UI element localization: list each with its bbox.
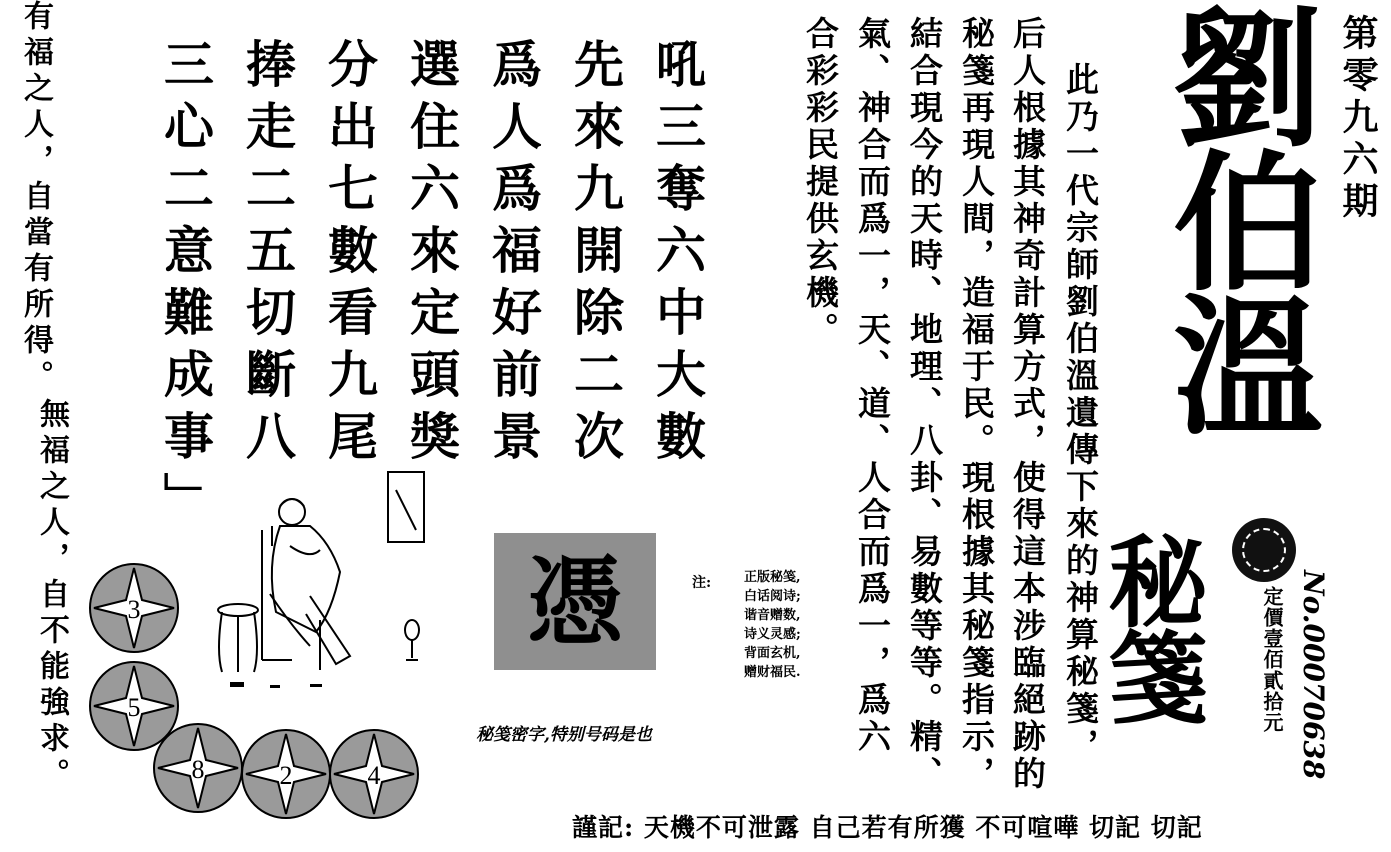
serial-number: No.00070638 — [1297, 570, 1330, 780]
poem-line: 三心二意難成事」 — [156, 38, 215, 534]
candle-icon — [398, 616, 426, 666]
blessing-column: 無福之人，自不能強求。 — [34, 398, 69, 794]
lucky-number: 8 — [191, 755, 205, 784]
intro-column: 此乃一代宗師劉伯溫遺傳下來的神算秘箋， — [1061, 62, 1100, 765]
poem-line: 選住六來定頭獎 — [402, 38, 461, 472]
note-line: 诗义灵感; — [744, 627, 801, 642]
note-line: 正版秘笺, — [744, 570, 801, 585]
secret-caption: 秘笺密字,特别号码是也 — [476, 725, 652, 745]
lucky-coin — [88, 562, 180, 654]
poem-line: 先來九開除二次 — [566, 38, 625, 472]
issue-number: 第零九六期 — [1337, 14, 1379, 224]
lucky-number: 4 — [367, 761, 381, 790]
secret-char-box — [494, 533, 656, 670]
intro-column: 秘箋再現人間，造福于民。現根據其秘箋指示， — [957, 16, 996, 793]
poem-line: 爲人爲福好前景 — [484, 38, 543, 472]
blessing-column: 有福之人，自當有所得。 — [18, 0, 53, 396]
poem-line: 分出七數看九尾 — [320, 38, 379, 472]
secret-char: 憑 — [527, 544, 623, 658]
lucky-number: 5 — [127, 693, 141, 722]
poem-line: 吼三奪六中大數 — [648, 38, 707, 472]
note-line: 白话阅诗; — [744, 589, 801, 604]
intro-column: 合彩彩民提供玄機。 — [801, 16, 840, 349]
note-line: 背面玄机, — [744, 646, 801, 661]
intro-column: 結合現今的天時、地理、八卦、易數等等。精、 — [905, 16, 944, 793]
intro-column: 氣、神合而爲一，天、道、人合而爲一，爲六 — [853, 16, 892, 756]
note-label: 注: — [692, 575, 712, 591]
lucky-coin — [240, 728, 332, 820]
subtitle: 秘箋 — [1091, 530, 1209, 722]
intro-column: 后人根據其神奇計算方式，使得這本涉臨絕跡的 — [1008, 16, 1047, 793]
seal-stamp — [1232, 518, 1296, 582]
note-block — [744, 568, 801, 682]
lucky-coin — [152, 722, 244, 814]
lucky-number: 3 — [127, 595, 141, 624]
lucky-number: 2 — [279, 761, 293, 790]
price-label: 定價壹佰貳拾元 — [1260, 586, 1284, 733]
poem-line: 捧走二五切斷八 — [238, 38, 297, 472]
lucky-coin — [328, 728, 420, 820]
footer-warning: 謹記: 天機不可泄露 自己若有所獲 不可喧嘩 切記 切記 — [572, 813, 1203, 842]
page-title: 劉伯溫 — [1147, 0, 1323, 432]
note-line: 谐音赠数, — [744, 608, 801, 623]
note-line: 赠财福民. — [744, 665, 801, 680]
